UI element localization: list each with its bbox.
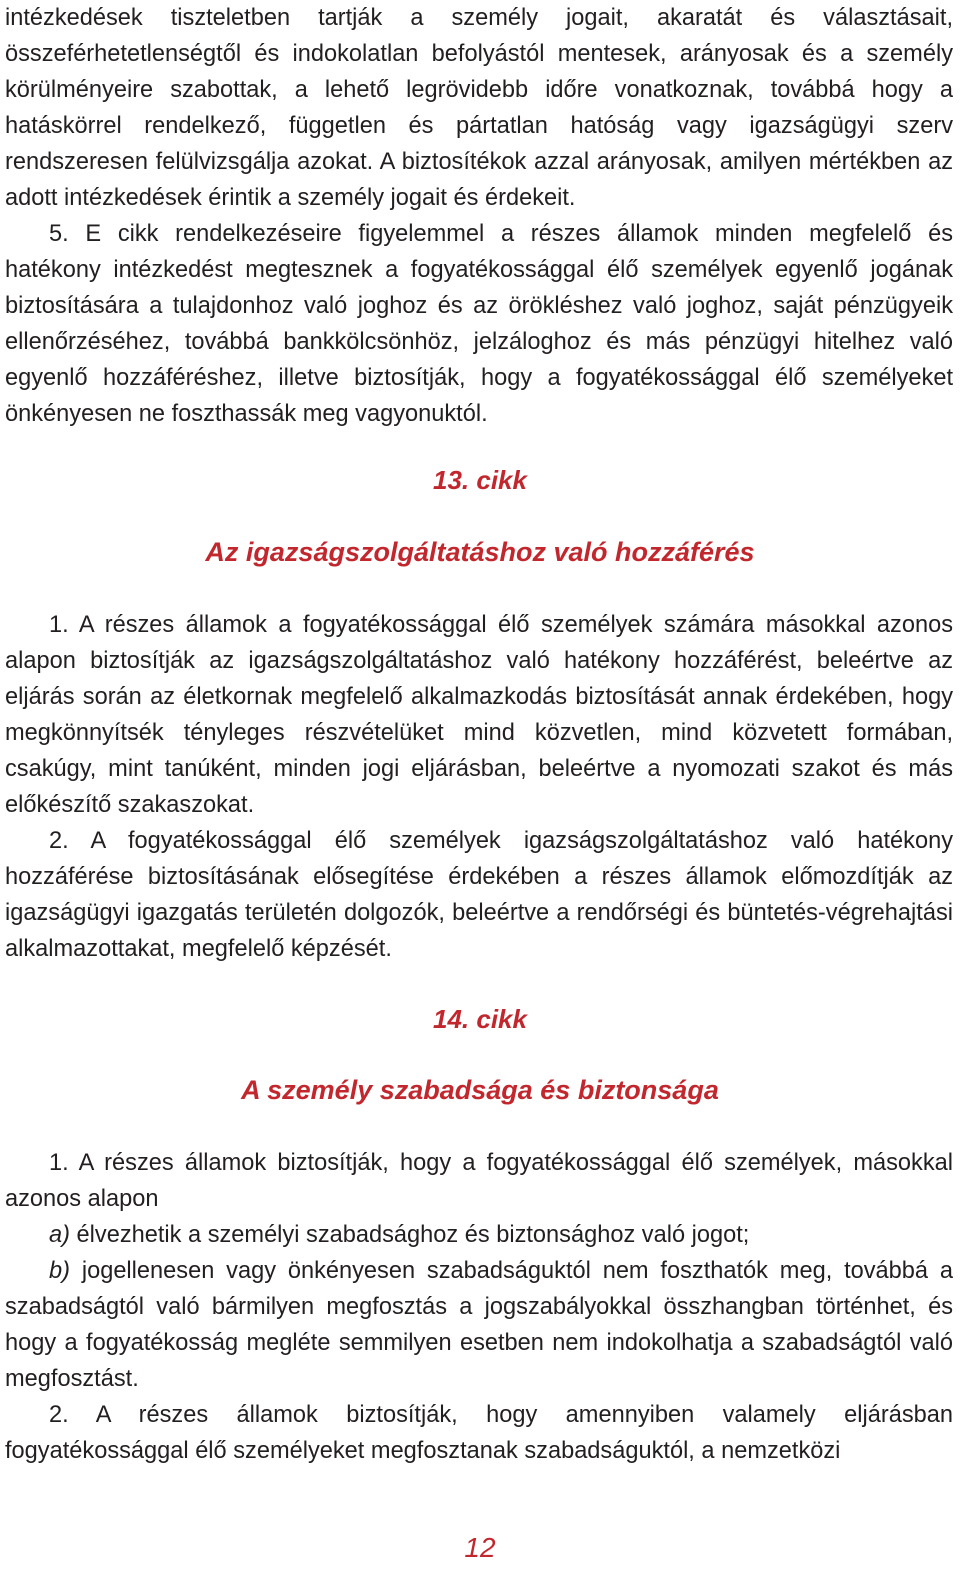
- article-14-number: 14. cikk: [433, 1004, 527, 1034]
- paragraph-article12-item5: 5. E cikk rendelkezéseire figyelemmel a részes államok minden megfelelő és hatékony intézkedést megtesznek a fogyatékossággal élő személyek egyenlő jogának biztosítására a tulajdonhoz való joghoz és az örökléshez való joghoz, saját pénzügyeik ellenőrzéséhez, továbbá bankkölcsönhöz, jelzáloghoz és más pénzügyi hitelhez való egyenlő hozzáféréshez, illetve biztosítják, hogy a fogyatékossággal élő személyeket önkényesen ne foszthassák meg vagyonuktól.: [5, 221, 953, 427]
- text-block-top: [5, 0, 953, 432]
- article-13-number: 13. cikk: [433, 465, 527, 495]
- paragraph-article14-item2: 2. A részes államok biztosítják, hogy amennyiben valamely eljárásban fogyatékossággal élő személyeket megfosztanak szabadságuktól, a nemzetközi: [5, 1402, 953, 1464]
- list-item-b-text: jogellenesen vagy önkényesen szabadságuktól nem foszthatók meg, továbbá a szabadságtól való bármilyen megfosztás a jogszabályokkal összhangban történhet, és hogy a fogyatékosság megléte semmilyen esetben nem indokolhatja a szabadságtól való megfosztást.: [5, 1258, 953, 1392]
- page-number: 12: [464, 1532, 496, 1563]
- list-marker-a: a): [49, 1222, 70, 1248]
- paragraph-article14-item1: 1. A részes államok biztosítják, hogy a fogyatékossággal élő személyek, másokkal azonos alapon: [5, 1150, 953, 1212]
- list-item-a-text: élvezhetik a személyi szabadsághoz és biztonsághoz való jogot;: [76, 1222, 750, 1248]
- list-item-a: [5, 1217, 953, 1253]
- list-marker-b: b): [49, 1258, 70, 1284]
- text-block-article13: [5, 607, 953, 967]
- text-block-article14: [5, 1145, 953, 1469]
- paragraph-article13-item2: 2. A fogyatékossággal élő személyek igazságszolgáltatáshoz való hatékony hozzáférése biztosításának elősegítése érdekében a részes államok előmozdítják az igazságügyi igazgatás területén dolgozók, beleértve a rendőrségi és büntetés-végrehajtási alkalmazottakat, megfelelő képzését.: [5, 828, 953, 962]
- paragraph-continuation: intézkedések tiszteletben tartják a személy jogait, akaratát és választásait, összeférhetetlenségtől és indokolatlan befolyástól mentesek, arányosak és a személy körülményeire szabottak, a lehető legrövidebb időre vonatkoznak, továbbá hogy a hatáskörrel rendelkező, független és pártatlan hatóság vagy igazságügyi szerv rendszeresen felülvizsgálja azokat. A biztosítékok azzal arányosak, amilyen mértékben az adott intézkedések érintik a személy jogait és érdekeit.: [5, 5, 953, 211]
- article-14-title: A személy szabadsága és biztonsága: [241, 1075, 719, 1105]
- article-13-title: Az igazságszolgáltatáshoz való hozzáférés: [205, 537, 755, 567]
- paragraph-article13-item1: 1. A részes államok a fogyatékossággal élő személyek számára másokkal azonos alapon biztosítják az igazságszolgáltatáshoz való hatékony hozzáférést, beleértve az eljárás során az életkornak megfelelő alkalmazkodás biztosítását annak érdekében, hogy megkönnyítsék tényleges részvételüket mind közvetlen, mind közvetett formában, csakúgy, mint tanúként, minden jogi eljárásban, beleértve a nyomozati szakot és más előkészítő szakaszokat.: [5, 612, 953, 818]
- list-item-b: [5, 1253, 953, 1397]
